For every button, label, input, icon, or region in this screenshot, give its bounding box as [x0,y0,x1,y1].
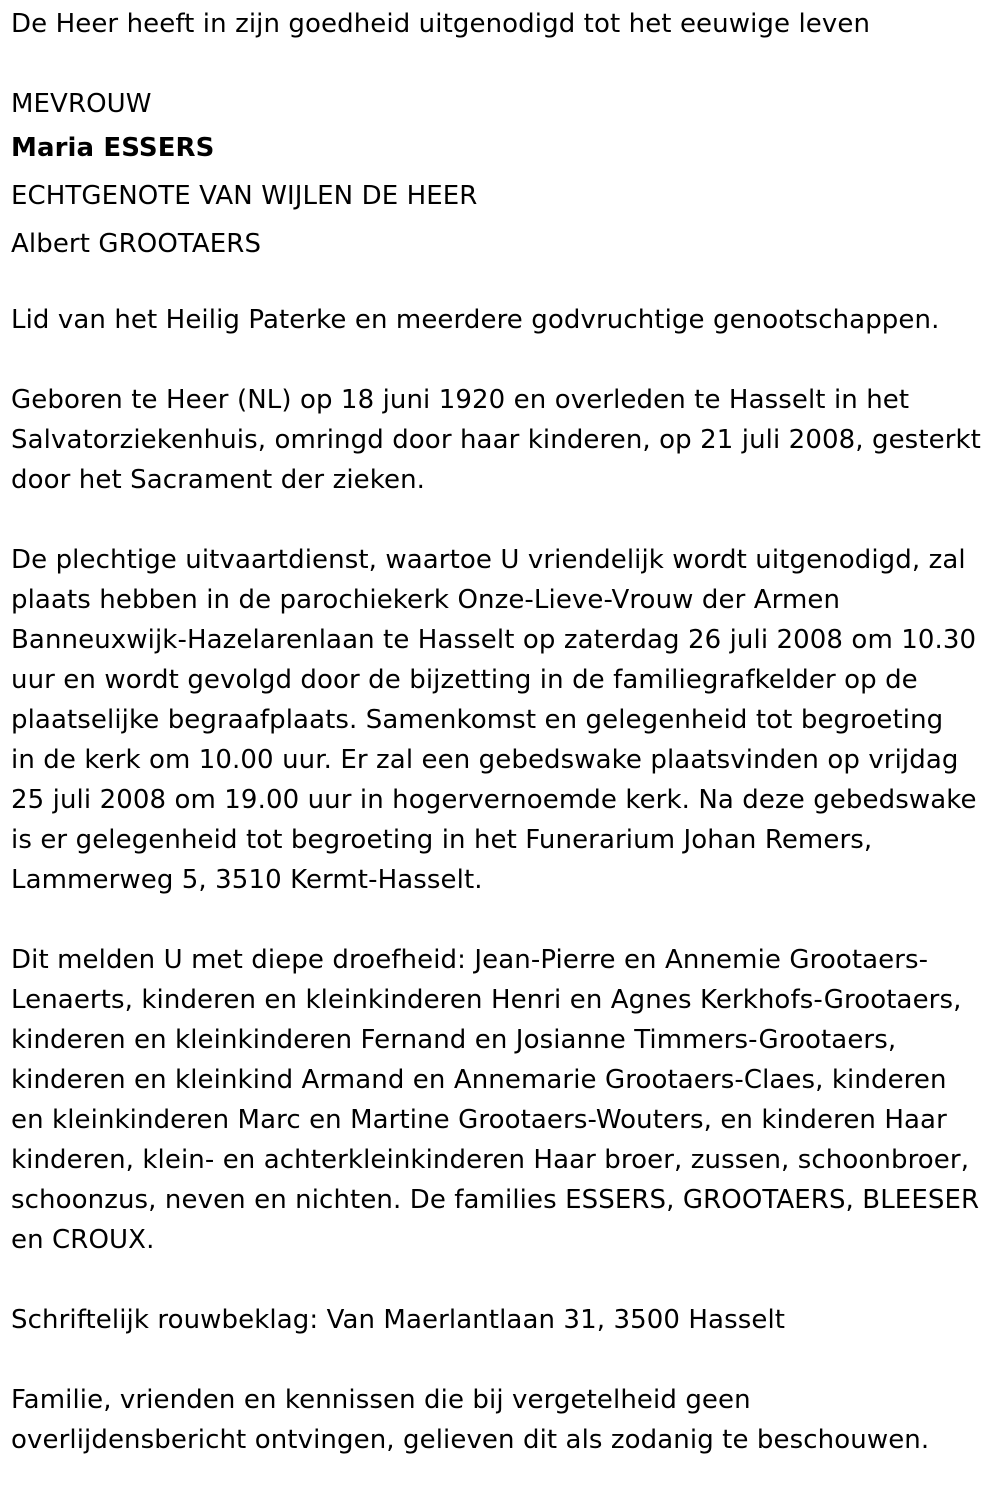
deceased-header [11,84,991,268]
obituary-notice [11,4,991,1460]
paragraph-line: kinderen, klein- en achterkleinkinderen Haar broer, zussen, schoonbroer, [11,1145,970,1175]
paragraph-line: De plechtige uitvaartdienst, waartoe U vriendelijk wordt uitgenodigd, zal [11,545,966,575]
funeral-paragraph [11,540,991,900]
paragraph-line: door het Sacrament der zieken. [11,465,426,495]
paragraph-line: schoonzus, neven en nichten. De families ESSERS, GROOTAERS, BLEESER [11,1185,980,1215]
condolence-address: Schriftelijk rouwbeklag: Van Maerlantlaan 31, 3500 Hasselt [11,1305,786,1335]
paragraph-line: is er gelegenheid tot begroeting in het Funerarium Johan Remers, [11,825,873,855]
paragraph-line: Lenaerts, kinderen en kleinkinderen Henri en Agnes Kerkhofs-Grootaers, [11,985,962,1015]
paragraph-line: Lammerweg 5, 3510 Kermt-Hasselt. [11,865,483,895]
paragraph-line: kinderen en kleinkinderen Fernand en Josianne Timmers-Grootaers, [11,1025,897,1055]
membership-paragraph: Lid van het Heilig Paterke en meerdere godvruchtige genootschappen. [11,305,940,335]
family-paragraph [11,940,991,1260]
paragraph-line: Banneuxwijk-Hazelarenlaan te Hasselt op zaterdag 26 juli 2008 om 10.30 [11,625,977,655]
paragraph-line: overlijdensbericht ontvingen, gelieven dit als zodanig te beschouwen. [11,1425,930,1455]
paragraph-line: Geboren te Heer (NL) op 18 juni 1920 en overleden te Hasselt in het [11,385,910,415]
paragraph-line: Familie, vrienden en kennissen die bij vergetelheid geen [11,1385,751,1415]
paragraph-line: en kleinkinderen Marc en Martine Grootaers-Wouters, en kinderen Haar [11,1105,947,1135]
closing-paragraph [11,1380,991,1460]
spouse-name: Albert GROOTAERS [11,229,262,259]
paragraph-line: plaatselijke begraafplaats. Samenkomst en gelegenheid tot begroeting [11,705,944,735]
honorific: MEVROUW [11,89,152,119]
paragraph-line: uur en wordt gevolgd door de bijzetting in de familiegrafkelder op de [11,665,918,695]
paragraph-line: Dit melden U met diepe droefheid: Jean-Pierre en Annemie Grootaers- [11,945,929,975]
paragraph-line: 25 juli 2008 om 19.00 uur in hogervernoemde kerk. Na deze gebedswake [11,785,977,815]
deceased-name: Maria ESSERS [11,133,215,163]
paragraph-line: en CROUX. [11,1225,155,1255]
paragraph-line: Salvatorziekenhuis, omringd door haar kinderen, op 21 juli 2008, gesterkt [11,425,981,455]
paragraph-line: in de kerk om 10.00 uur. Er zal een gebedswake plaatsvinden op vrijdag [11,745,959,775]
intro-text: De Heer heeft in zijn goedheid uitgenodigd tot het eeuwige leven [11,9,871,39]
birth-death-paragraph [11,380,991,500]
paragraph-line: kinderen en kleinkind Armand en Annemarie Grootaers-Claes, kinderen [11,1065,947,1095]
relation-text: ECHTGENOTE VAN WIJLEN DE HEER [11,181,478,211]
paragraph-line: plaats hebben in de parochiekerk Onze-Lieve-Vrouw der Armen [11,585,841,615]
